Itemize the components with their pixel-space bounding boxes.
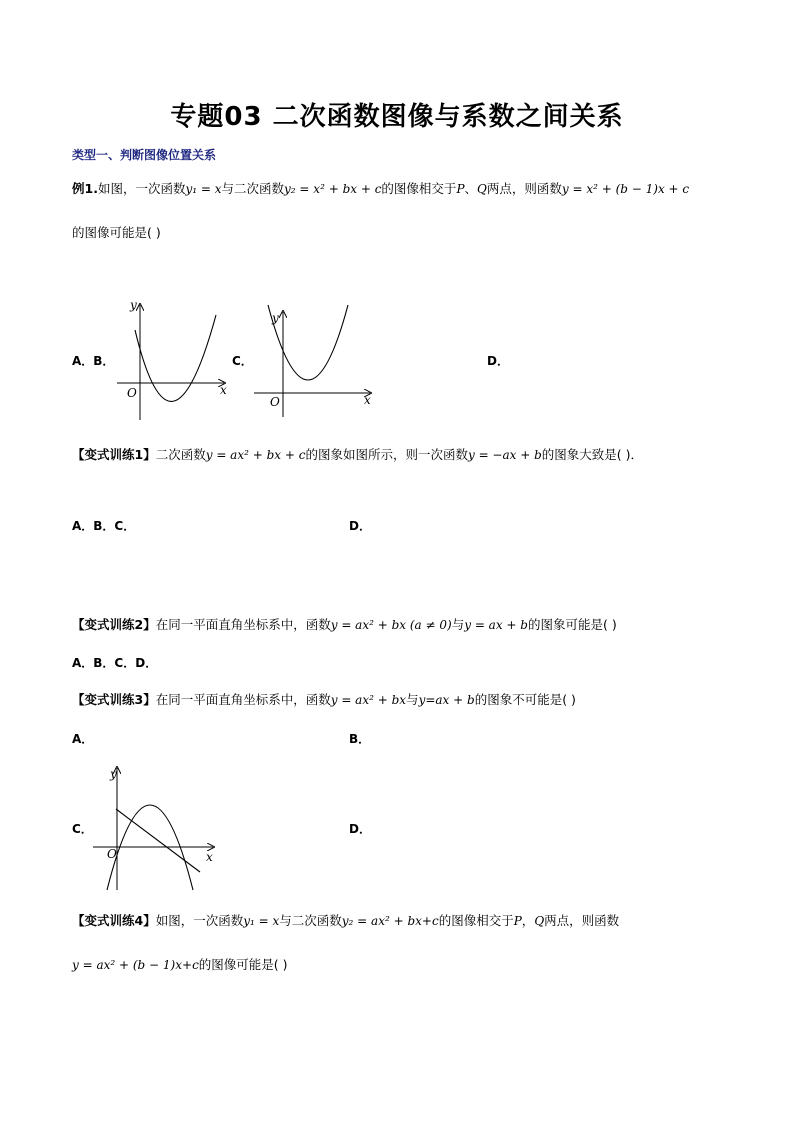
- formula: y₂ = ax² + bx+c: [341, 914, 439, 928]
- formula: y = x² + (b − 1)x + c: [561, 182, 690, 196]
- formula: y = ax² + bx: [330, 693, 407, 707]
- variant-4-question: [72, 912, 619, 930]
- graph-option-c: [250, 300, 380, 420]
- formula: y = −ax + b: [467, 448, 542, 462]
- formula: y₁ = x: [185, 182, 222, 196]
- origin-label: O: [107, 847, 117, 861]
- straight-line: [116, 809, 200, 872]
- text: 、: [464, 181, 478, 196]
- text: 二次函数: [155, 447, 206, 462]
- formula: y₁ = x: [243, 914, 280, 928]
- x-axis-label: x: [206, 850, 213, 864]
- formula: P: [513, 914, 522, 928]
- text: 两点，则函数: [486, 181, 562, 196]
- option-a: A．: [72, 732, 94, 746]
- text: ，: [521, 913, 535, 928]
- text: 与: [406, 692, 419, 707]
- formula: y=ax + b: [418, 693, 475, 707]
- formula: y = ax² + bx + c: [205, 448, 306, 462]
- formula: y₂ = x² + bx + c: [284, 182, 382, 196]
- option-d: D．: [349, 822, 371, 836]
- y-axis-label: y: [272, 311, 279, 325]
- text: 如图，一次函数: [97, 181, 186, 196]
- option-b: B．: [349, 732, 371, 746]
- variant-4-question-line2: [72, 956, 288, 974]
- text: 如图，一次函数: [155, 913, 244, 928]
- text: 的图象大致是( )．: [541, 447, 644, 462]
- text: 的图象如图所示，则一次函数: [305, 447, 468, 462]
- option-a-b: A．B．: [72, 354, 115, 368]
- formula: Q: [477, 182, 487, 196]
- formula: y = ax² + bx (a ≠ 0): [330, 618, 452, 632]
- text: 在同一平面直角坐标系中，函数: [155, 692, 331, 707]
- text: 与: [451, 617, 465, 632]
- y-axis-label: y: [130, 298, 137, 312]
- graph-variant-3-option-c: [90, 760, 220, 895]
- parabola-curve: [268, 305, 348, 380]
- y-axis-label: y: [110, 767, 117, 781]
- variant-2-label: 【变式训练2】: [72, 617, 156, 632]
- formula: P: [456, 182, 465, 196]
- text: 的图像相交于: [381, 181, 457, 196]
- section-heading: 类型一、判断图像位置关系: [72, 148, 217, 162]
- formula: y = ax² + (b − 1)x+c: [72, 958, 199, 972]
- example-1-question-line2: 的图像可能是( ): [72, 225, 161, 240]
- text: 在同一平面直角坐标系中，函数: [155, 617, 331, 632]
- option-a-b-c: A．B．C．: [72, 519, 136, 533]
- example-1-question: [72, 180, 689, 198]
- text: 的图像可能是( ): [198, 957, 288, 972]
- option-c: C．: [72, 822, 93, 836]
- origin-label: O: [127, 386, 137, 400]
- origin-label: O: [270, 395, 280, 409]
- x-axis-label: x: [220, 383, 227, 397]
- parabola-curve: [135, 315, 216, 401]
- formula: y = ax + b: [464, 618, 528, 632]
- text: 与二次函数: [279, 913, 342, 928]
- page-title: 专题03 二次函数图像与系数之间关系: [170, 102, 624, 132]
- variant-3-label: 【变式训练3】: [72, 692, 156, 707]
- options-a-b-c-d: A．B．C．D．: [72, 656, 158, 670]
- example-1-label: 例1.: [72, 181, 98, 196]
- x-axis-label: x: [364, 393, 371, 407]
- formula: Q: [534, 914, 545, 928]
- variant-2-question: [72, 616, 617, 634]
- graph-option-b: [110, 295, 235, 425]
- option-c: C．: [232, 354, 253, 368]
- option-d: D．: [349, 519, 371, 533]
- option-d: D．: [487, 354, 509, 368]
- text: 的图象可能是( ): [527, 617, 617, 632]
- text: 的图像相交于: [438, 913, 514, 928]
- variant-1-label: 【变式训练1】: [72, 447, 156, 462]
- variant-3-question: [72, 691, 576, 709]
- text: 与二次函数: [221, 181, 285, 196]
- text: 两点，则函数: [544, 913, 620, 928]
- variant-1-question: [72, 446, 643, 464]
- text: 的图象不可能是( ): [474, 692, 576, 707]
- variant-4-label: 【变式训练4】: [72, 913, 156, 928]
